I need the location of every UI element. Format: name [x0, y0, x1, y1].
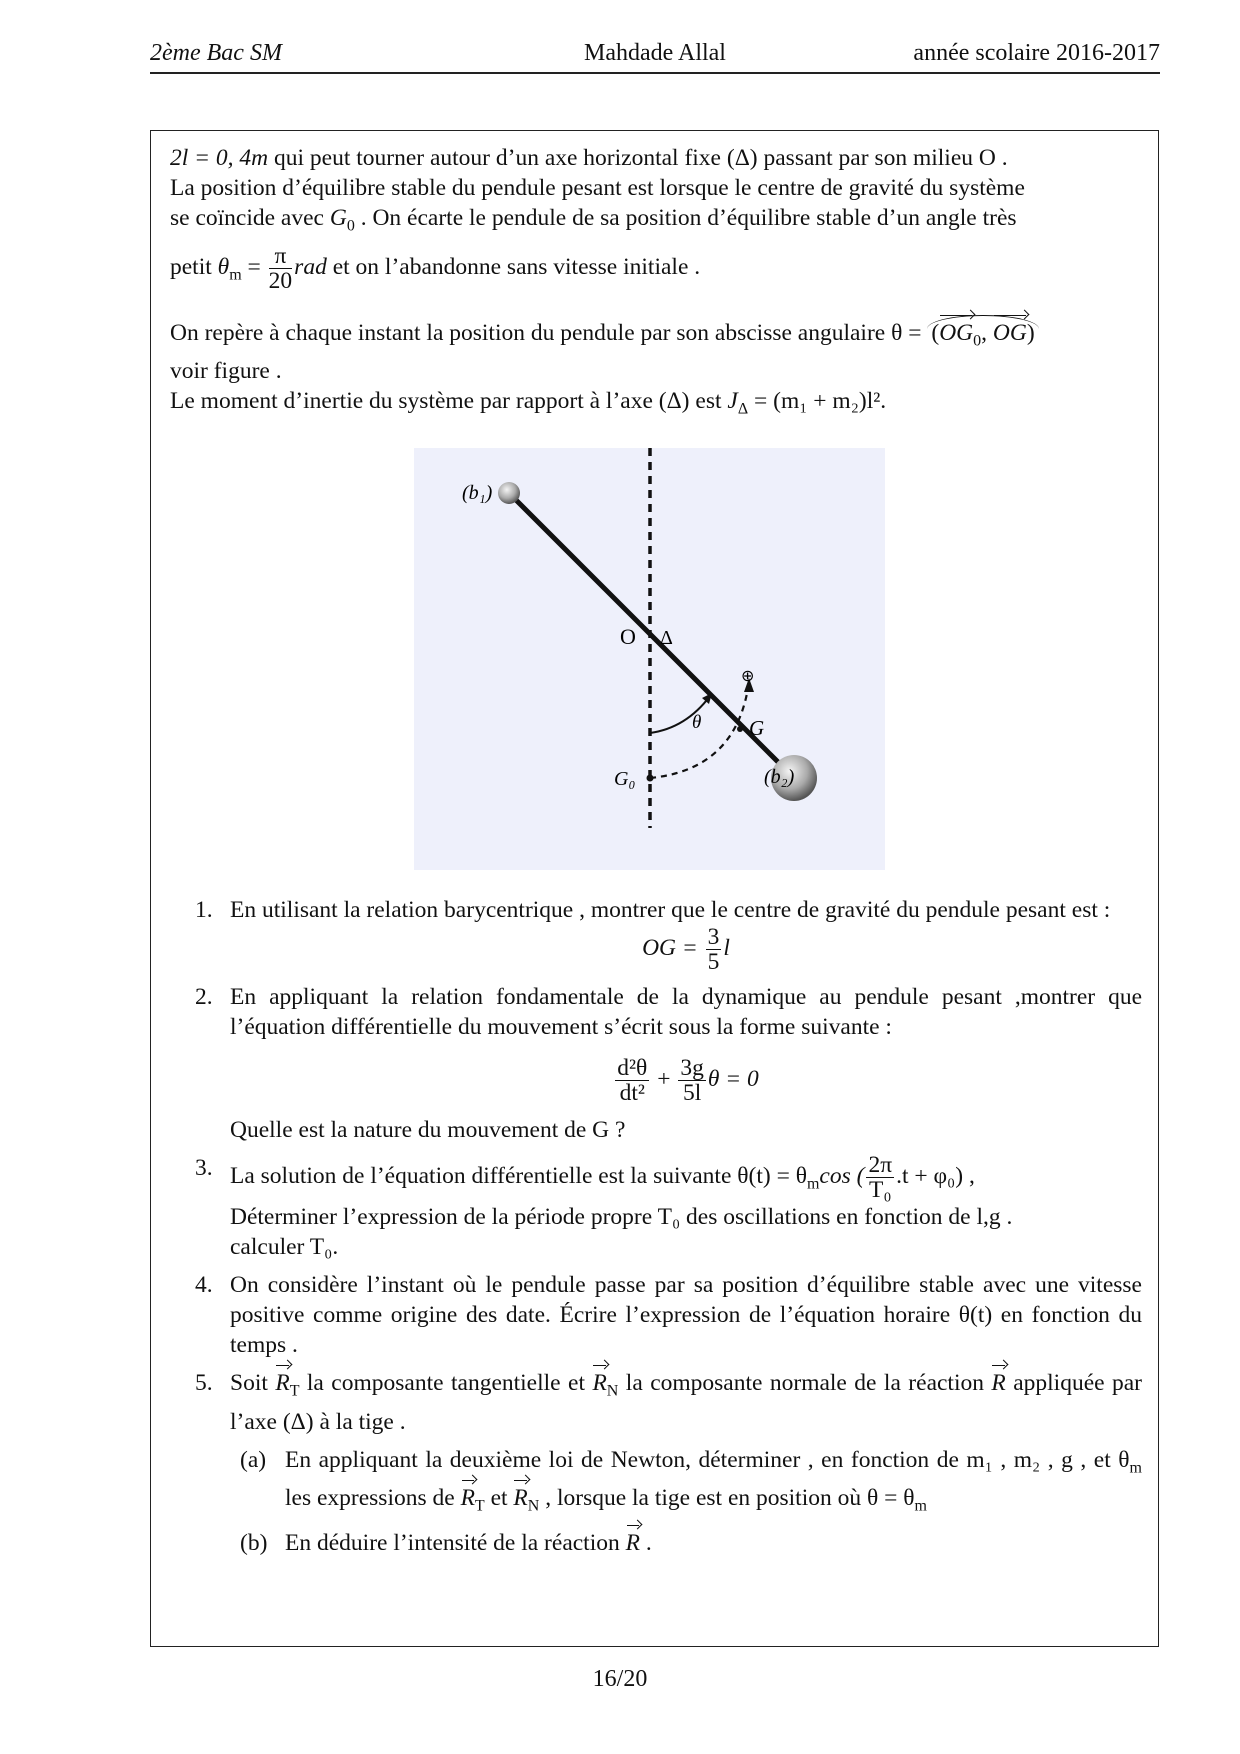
vector-og: OG — [992, 319, 1027, 346]
intro-line-7a: Le moment d’inertie du système par rapport à l’axe (Δ) est — [170, 388, 728, 415]
frac-den: 20 — [268, 267, 293, 294]
question-followup: Quelle est la nature du mouvement de G ? — [230, 1117, 626, 1143]
pendulum-figure — [414, 448, 885, 870]
vector-og0-sub: 0 — [973, 332, 982, 350]
subquestion-number: (a) — [240, 1446, 267, 1473]
header-class: 2ème Bac SM — [150, 40, 282, 66]
q5-text: la composante tangentielle et — [299, 1370, 593, 1396]
pi-over-20 — [269, 244, 293, 293]
theta-sub: m — [914, 1498, 927, 1516]
frac-den: 5 — [707, 949, 720, 975]
question-number: 1. — [195, 897, 213, 923]
solution-tail: .t + φ₀) , — [896, 1162, 975, 1189]
frac-den: 5l — [682, 1080, 702, 1106]
questions-section — [170, 895, 1142, 1558]
rn-sub: N — [606, 1382, 619, 1400]
question-4 — [170, 1270, 1142, 1360]
equation-og — [230, 925, 1142, 974]
intro-line-2: La position d’équilibre stable du pendule pesant est lorsque le centre de gravité du système — [170, 175, 1025, 201]
question-1 — [170, 895, 1142, 974]
question-text: En utilisant la relation barycentrique , montrer que le centre de gravité du pendule pesant est : — [230, 897, 1111, 923]
label-b1: (b₁) — [462, 482, 493, 504]
question-number: 4. — [195, 1272, 213, 1298]
label-delta: Δ — [660, 627, 673, 649]
frac-num: 2π — [868, 1152, 893, 1178]
page-header — [150, 38, 1160, 74]
j-symbol: J — [727, 388, 738, 415]
trajectory-arc — [650, 688, 748, 778]
cos-text: cos ( — [819, 1162, 865, 1189]
vector-og0: OG — [939, 319, 974, 346]
label-g: G — [749, 716, 765, 740]
question-text: On considère l’instant où le pendule passe par sa position d’équilibre stable avec une vitesse positive comme origine des date. Écrire l’expression de l’équation horaire θ(t) en fonction du temps . — [230, 1272, 1142, 1358]
equals-sign: = — [241, 253, 267, 280]
q5-text: appliquée par l’axe (Δ) à la tige . — [230, 1370, 1143, 1435]
vector-r: R — [991, 1370, 1006, 1396]
question-text: En appliquant la relation fondamentale de la dynamique au pendule pesant ,montrer que l’équation différentielle du mouvement s’écrit sous la forme suivante : — [230, 984, 1142, 1040]
theta-sub: m — [229, 266, 242, 284]
solution-text: La solution de l’équation différentielle est la suivante θ(t) = θ — [230, 1162, 807, 1189]
question-text: calculer T₀. — [230, 1234, 339, 1260]
vector-r: R — [625, 1530, 640, 1557]
intro-line-7b: = (m₁ + m₂)l². — [748, 388, 887, 415]
theta-arrowhead — [702, 693, 712, 704]
plus-sign: + — [651, 1065, 677, 1092]
intro-line-3a: se coïncide avec — [170, 205, 330, 231]
pendulum-diagram — [414, 448, 885, 870]
mass-b1 — [498, 482, 520, 504]
rt-sub: T — [289, 1382, 300, 1400]
intro-line-6: voir figure . — [170, 358, 282, 385]
question-3 — [170, 1153, 1142, 1262]
header-author: Mahdade Allal — [584, 40, 726, 66]
rn-sub: N — [527, 1498, 540, 1516]
subq-text: . — [639, 1530, 652, 1557]
subq-text: les expressions de — [285, 1485, 461, 1512]
label-theta: θ — [692, 712, 702, 733]
subq-text: , lorsque la tige est en position où θ = θ — [539, 1485, 915, 1512]
question-5a — [170, 1445, 1142, 1522]
q5-text: la composante normale de la réaction — [618, 1370, 992, 1396]
comma: , — [981, 319, 993, 346]
label-positive-direction: ⊕ — [741, 666, 755, 685]
question-number: 3. — [195, 1155, 213, 1181]
intro-line-4b: et on l’abandonne sans vitesse initiale . — [326, 253, 701, 280]
vector-rt: R — [460, 1485, 475, 1512]
vector-rn: R — [513, 1485, 528, 1512]
eq-rhs: l — [723, 934, 730, 961]
frac-num: π — [269, 244, 293, 269]
frac-den: T₀ — [868, 1177, 892, 1203]
rod-length: 2l = 0, 4m — [170, 145, 269, 171]
g0-symbol: G — [329, 205, 347, 231]
subq-text: En appliquant la deuxième loi de Newton, déterminer , en fonction de m₁ , m₂ , g , et θ — [285, 1446, 1130, 1473]
question-text: Déterminer l’expression de la période propre T₀ des oscillations en fonction de l,g . — [230, 1204, 1013, 1230]
question-2 — [170, 982, 1142, 1145]
rad-unit: rad — [294, 253, 327, 280]
question-5 — [170, 1368, 1142, 1437]
j-sub: Δ — [737, 401, 749, 419]
intro-line-3b: . On écarte le pendule de sa position d’équilibre stable d’un angle très — [354, 205, 1017, 231]
vector-rt: R — [275, 1370, 290, 1396]
eq-rhs: θ = 0 — [707, 1065, 759, 1092]
intro-line-1: qui peut tourner autour d’un axe horizontal fixe (Δ) passant par son milieu O . — [268, 145, 1008, 171]
eq-lhs: OG = — [642, 934, 704, 961]
q5-text: Soit — [230, 1370, 276, 1396]
theta-sub: m — [1129, 1459, 1142, 1477]
page-number: 16/20 — [592, 1666, 648, 1692]
frac-num: 3g — [680, 1055, 704, 1081]
theta-sub: m — [806, 1175, 820, 1193]
point-g0 — [647, 775, 654, 782]
label-o: O — [620, 624, 636, 649]
vector-rn: R — [592, 1370, 607, 1396]
label-g0: G₀ — [614, 768, 636, 790]
theta-symbol: θ — [217, 253, 230, 280]
intro-line-4a: petit — [170, 253, 218, 280]
intro-line-5a: On repère à chaque instant la position du pendule par son abscisse angulaire θ = — [170, 319, 928, 346]
intro-paragraph: 2l = 0, 4m qui peut tourner autour d’un axe horizontal fixe (Δ) passant par son milieu O . La position d’équilibre stable du pendule pesant est lorsque le centre de gravité du système se coïncide avec $G_0$ . On écarte le pendule de sa position d’équilibre stable d’un angle très petit $\theta_m$ = $\frac{\pi}{20}$ rad et on l’abandonne sans vitesse initiale . On repère à chaque instant la position du pendule par son abscisse angulaire $\theta = (OG_0$, OG) voir figure . Le moment d’inertie du système par rapport à l’axe (Δ) est $J_\Delta = (m_1 + m_2)l^2$. — [170, 143, 1142, 425]
question-5b — [170, 1528, 1142, 1558]
point-g — [737, 726, 743, 732]
subq-text: et — [484, 1485, 514, 1512]
frac-num: d²θ — [617, 1055, 648, 1081]
question-number: 5. — [195, 1370, 213, 1396]
rt-sub: T — [474, 1498, 485, 1516]
label-b2: (b₂) — [764, 766, 795, 788]
differential-equation — [230, 1056, 1142, 1105]
header-year: année scolaire 2016-2017 — [913, 40, 1160, 66]
frac-den: dt² — [619, 1080, 645, 1106]
frac-num: 3 — [707, 924, 720, 950]
subquestion-number: (b) — [240, 1530, 268, 1557]
angle-notation: ($OG_0$, OG) — [927, 315, 1038, 357]
question-number: 2. — [195, 984, 213, 1010]
subq-text: En déduire l’intensité de la réaction — [285, 1530, 626, 1557]
